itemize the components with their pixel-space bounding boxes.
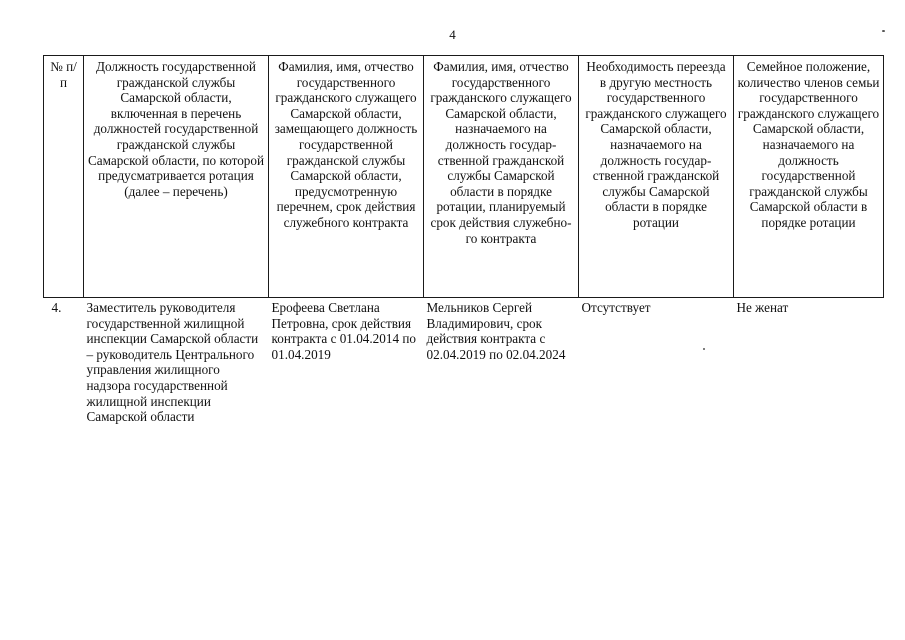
scan-speck — [882, 30, 885, 32]
header-number: № п/п — [44, 56, 84, 298]
scan-speck — [703, 348, 705, 350]
header-current-employee: Фамилия, имя, отчество государственного гражданского служащего Самарской области, замещающего должность государственной гражданской службы Самарской области, предусмотренную перечнем, срок действия служебного контракта — [269, 56, 424, 298]
row-position: Заместитель руководителя государственной жилищной инспекции Самарской области – руководитель Центрального управления жилищного надзора государственной жилищной инспекции Самарской области — [86, 300, 259, 425]
header-position: Должность государственной гражданской службы Самарской области, включенная в перечень должностей государственной гражданской службы Самарской области, по которой предусматривается ротация (далее – перечень) — [84, 56, 269, 298]
page-number: 4 — [449, 27, 456, 42]
row-family-status: Не женат — [736, 300, 789, 315]
row-number: 4. — [51, 300, 62, 315]
header-relocation: Необходимость переезда в другую местность государственного гражданского служащего Самарской области, назначаемого на должность государственной гражданской службы Самарской области в порядке ротации — [579, 56, 734, 298]
row-relocation: Отсутствует — [581, 300, 651, 315]
table-header-row — [44, 56, 884, 298]
table-row — [44, 298, 884, 425]
header-appointed-employee: Фамилия, имя, отчество государственного гражданского служащего Самарской области, назначаемого на должность государственной гражданской службы Самарской области в порядке ротации, планируемый срок действия служебного контракта — [424, 56, 579, 298]
rotation-table — [43, 55, 884, 425]
row-appointed-employee: Мельников Сергей Владимирович, срок действия контракта с 02.04.2019 по 02.04.2024 — [426, 300, 566, 362]
header-family-status: Семейное положение, количество членов семьи государственного гражданского служащего Самарской области, назначаемого на должность государственной гражданской службы Самарской области в порядке ротации — [734, 56, 884, 298]
row-current-employee: Ерофеева Светлана Петровна, срок действия контракта с 01.04.2014 по 01.04.2019 — [271, 300, 417, 362]
